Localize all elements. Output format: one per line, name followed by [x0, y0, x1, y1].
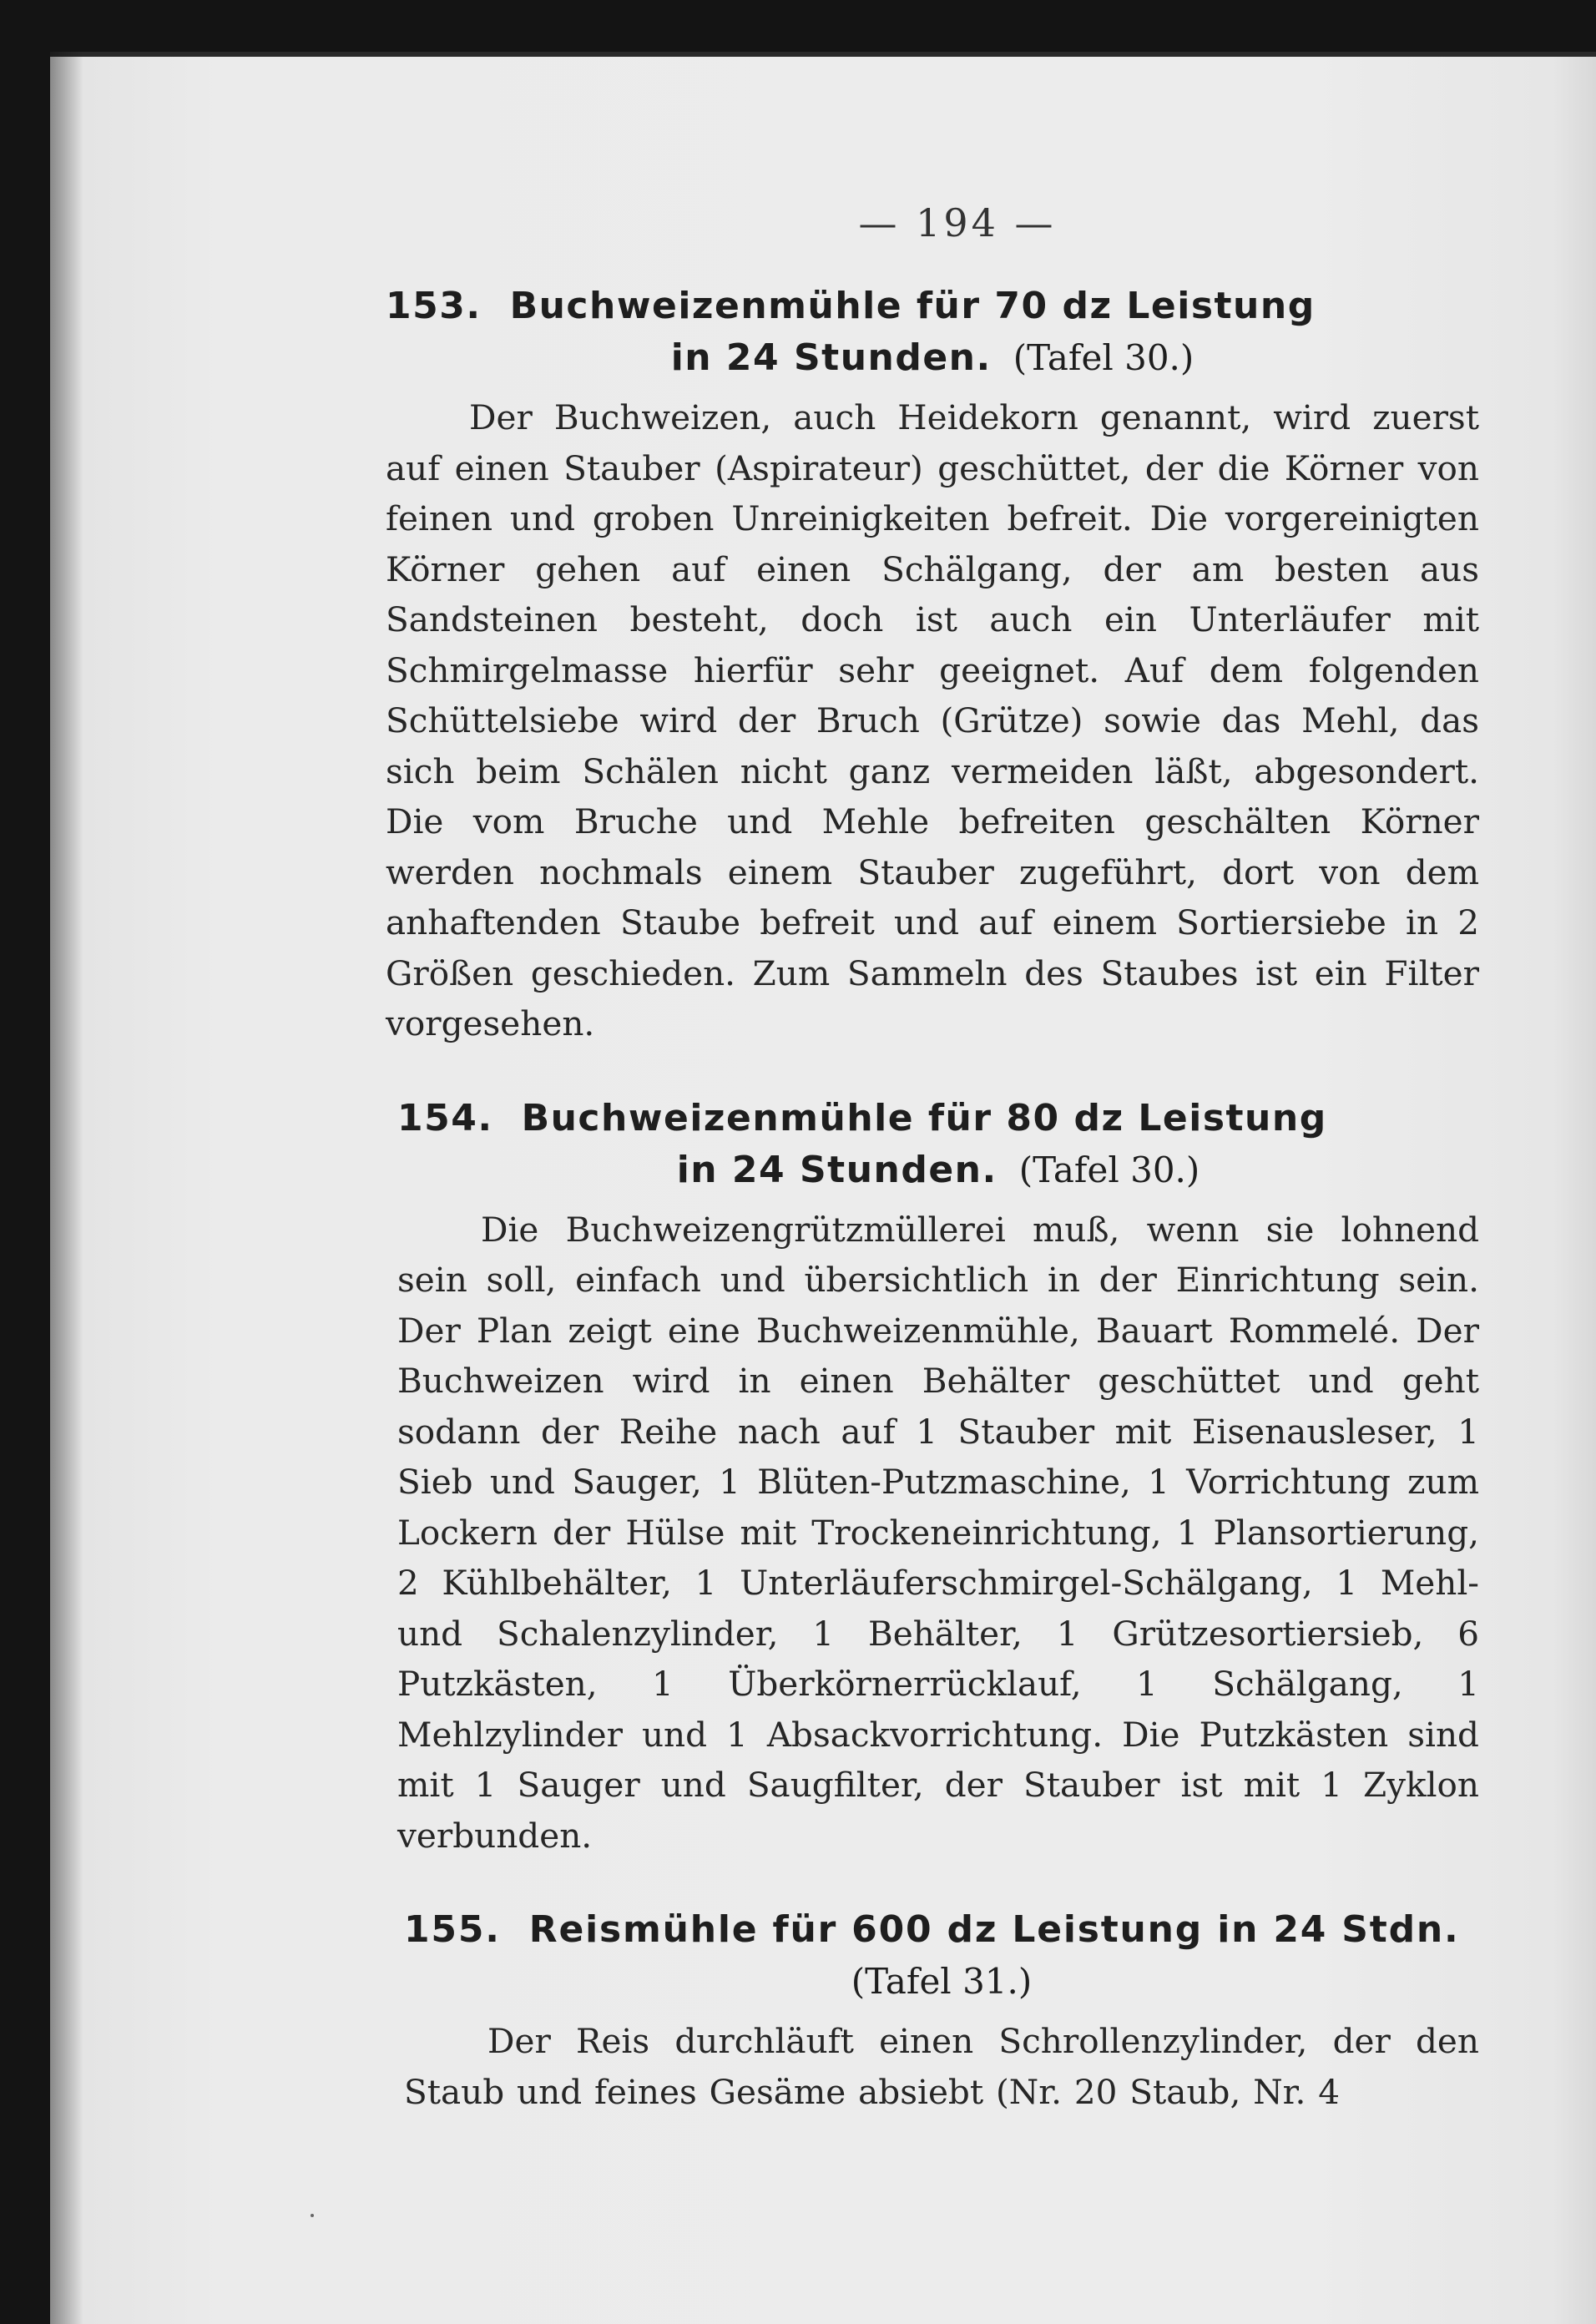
section-title-cont: in 24 Stunden. [676, 1148, 998, 1191]
section-154 [386, 1093, 1479, 1862]
tafel-reference: (Tafel 31.) [851, 1961, 1033, 2002]
section-heading [386, 280, 1479, 384]
heading-line-2 [397, 1144, 1479, 1196]
text-block [386, 200, 1479, 2160]
section-number: 153. [386, 285, 482, 327]
section-title-cont: in 24 Stunden. [670, 336, 992, 379]
section-body: Der Reis durchläuft einen Schrollenzylinder, der den Staub und feines Gesäme absiebt (Nr. 20 Staub, Nr. 4 [404, 2021, 1479, 2112]
section-heading [397, 1093, 1479, 1196]
page-number: — 194 — [858, 200, 1057, 245]
heading-line-1 [386, 280, 1479, 332]
section-body: Die Buchweizengrützmüllerei muß, wenn sie lohnend sein soll, einfach und übersichtlich in der Einrichtung sein. Der Plan zeigt eine Buchweizenmühle, Bauart Rommelé. Der Buchweizen wird in einen Behälter geschüttet und geht sodann der Reihe nach auf 1 Stauber mit Eisenausleser, 1 Sieb und Sauger, 1 Blüten-Putzmaschine, 1 Vorrichtung zum Lockern der Hülse mit Trockeneinrichtung, 1 Plansortierung, 2 Kühlbehälter, 1 Unterläuferschmirgel-Schälgang, 1 Mehl- und Schalenzylinder, 1 Behälter, 1 Grützesortiersieb, 6 Putzkästen, 1 Überkörnerrücklauf, 1 Schälgang, 1 Mehlzylinder und 1 Absackvorrichtung. Die Putzkästen sind mit 1 Sauger und Saugfilter, der Stauber ist mit 1 Zyklon verbunden. [397, 1209, 1479, 1856]
section-title: Buchweizenmühle für 80 dz Leistung [521, 1096, 1327, 1139]
section-153 [386, 280, 1479, 1049]
spine-shadow [50, 52, 83, 2324]
section-body: Der Buchweizen, auch Heidekorn genannt, wird zuerst auf einen Stauber (Aspirateur) geschüttet, der die Körner von feinen und groben Unreinigkeiten befreit. Die vorgereinigten Körner gehen auf einen Schälgang, der am besten aus Sandsteinen besteht, doch ist auch ein Unterläufer mit Schmirgelmasse hierfür sehr geeignet. Auf dem folgenden Schüttelsiebe wird der Bruch (Grütze) sowie das Mehl, das sich beim Schälen nicht ganz vermeiden läßt, abgesondert. Die vom Bruche und Mehle befreiten geschälten Körner werden nochmals einem Stauber zugeführt, dort von dem anhaftenden Staube befreit und auf einem Sortiersiebe in 2 Größen geschieden. Zum Sammeln des Staubes ist ein Filter vorgesehen. [386, 397, 1479, 1043]
heading-line-2 [404, 1956, 1479, 2008]
section-number: 154. [397, 1096, 493, 1139]
heading-line-1 [404, 1904, 1479, 1956]
heading-line-2 [386, 332, 1479, 384]
section-number: 155. [404, 1908, 501, 1951]
scan-speck [311, 2214, 314, 2217]
section-title: Reismühle für 600 dz Leistung in 24 Stdn. [528, 1908, 1460, 1951]
section-155 [386, 1904, 1479, 2117]
heading-line-1 [397, 1093, 1479, 1144]
tafel-reference: (Tafel 30.) [1013, 337, 1194, 378]
section-heading [404, 1904, 1479, 2008]
section-title: Buchweizenmühle für 70 dz Leistung [509, 285, 1316, 327]
tafel-reference: (Tafel 30.) [1018, 1149, 1200, 1190]
